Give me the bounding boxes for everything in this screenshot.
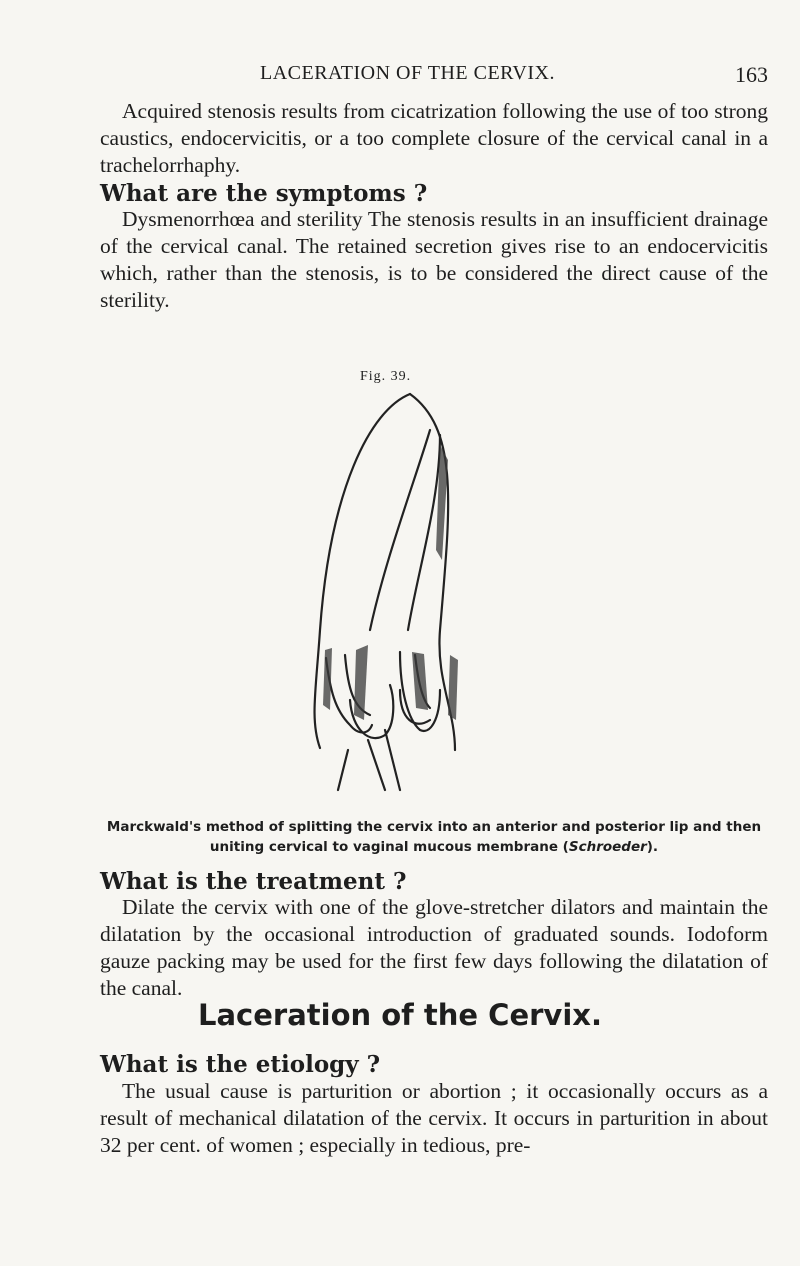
question-symptoms: What are the symptoms ?: [100, 180, 428, 207]
paragraph-stenosis: Acquired stenosis results from cicatrization following the use of too strong caustics, endocervicitis, or a too complete closure of the cervical canal in a trachelorrhaphy.: [100, 99, 768, 177]
cervix-diagram: [290, 390, 510, 795]
figure-label: Fig. 39.: [360, 369, 412, 384]
paragraph-etiology: The usual cause is parturition or abortion ; it occasionally occurs as a result of mechanical dilatation of the cervix. It occurs in parturition in about 32 per cent. of women ; especially in tedious, pre-: [100, 1079, 768, 1157]
page-header: [100, 62, 768, 92]
paragraph-treatment: Dilate the cervix with one of the glove-stretcher dilators and maintain the dilatation by the occasional introduction of graduated sounds. Iodoform gauze packing may be used for the first few days following the dilatation of the canal.: [100, 895, 768, 1000]
section-title: Laceration of the Cervix.: [198, 998, 602, 1032]
caption-author: Schroeder: [568, 839, 647, 855]
question-treatment: What is the treatment ?: [100, 868, 407, 895]
page-number: 163: [735, 62, 768, 87]
caption-text: Marckwald's method of splitting the cervix into an anterior and posterior lip and then uniting cervical to vaginal mucous membrane (: [106, 819, 762, 855]
figure-caption: [96, 817, 772, 857]
running-title: LACERATION OF THE CERVIX.: [260, 62, 555, 84]
paragraph-symptoms: Dysmenorrhœa and sterility The stenosis results in an insufficient drainage of the cervical canal. The retained secretion gives rise to an endocervicitis which, rather than the stenosis, is to be considered the direct cause of the sterility.: [100, 207, 768, 312]
question-etiology: What is the etiology ?: [100, 1051, 381, 1078]
caption-close: ).: [646, 839, 659, 855]
